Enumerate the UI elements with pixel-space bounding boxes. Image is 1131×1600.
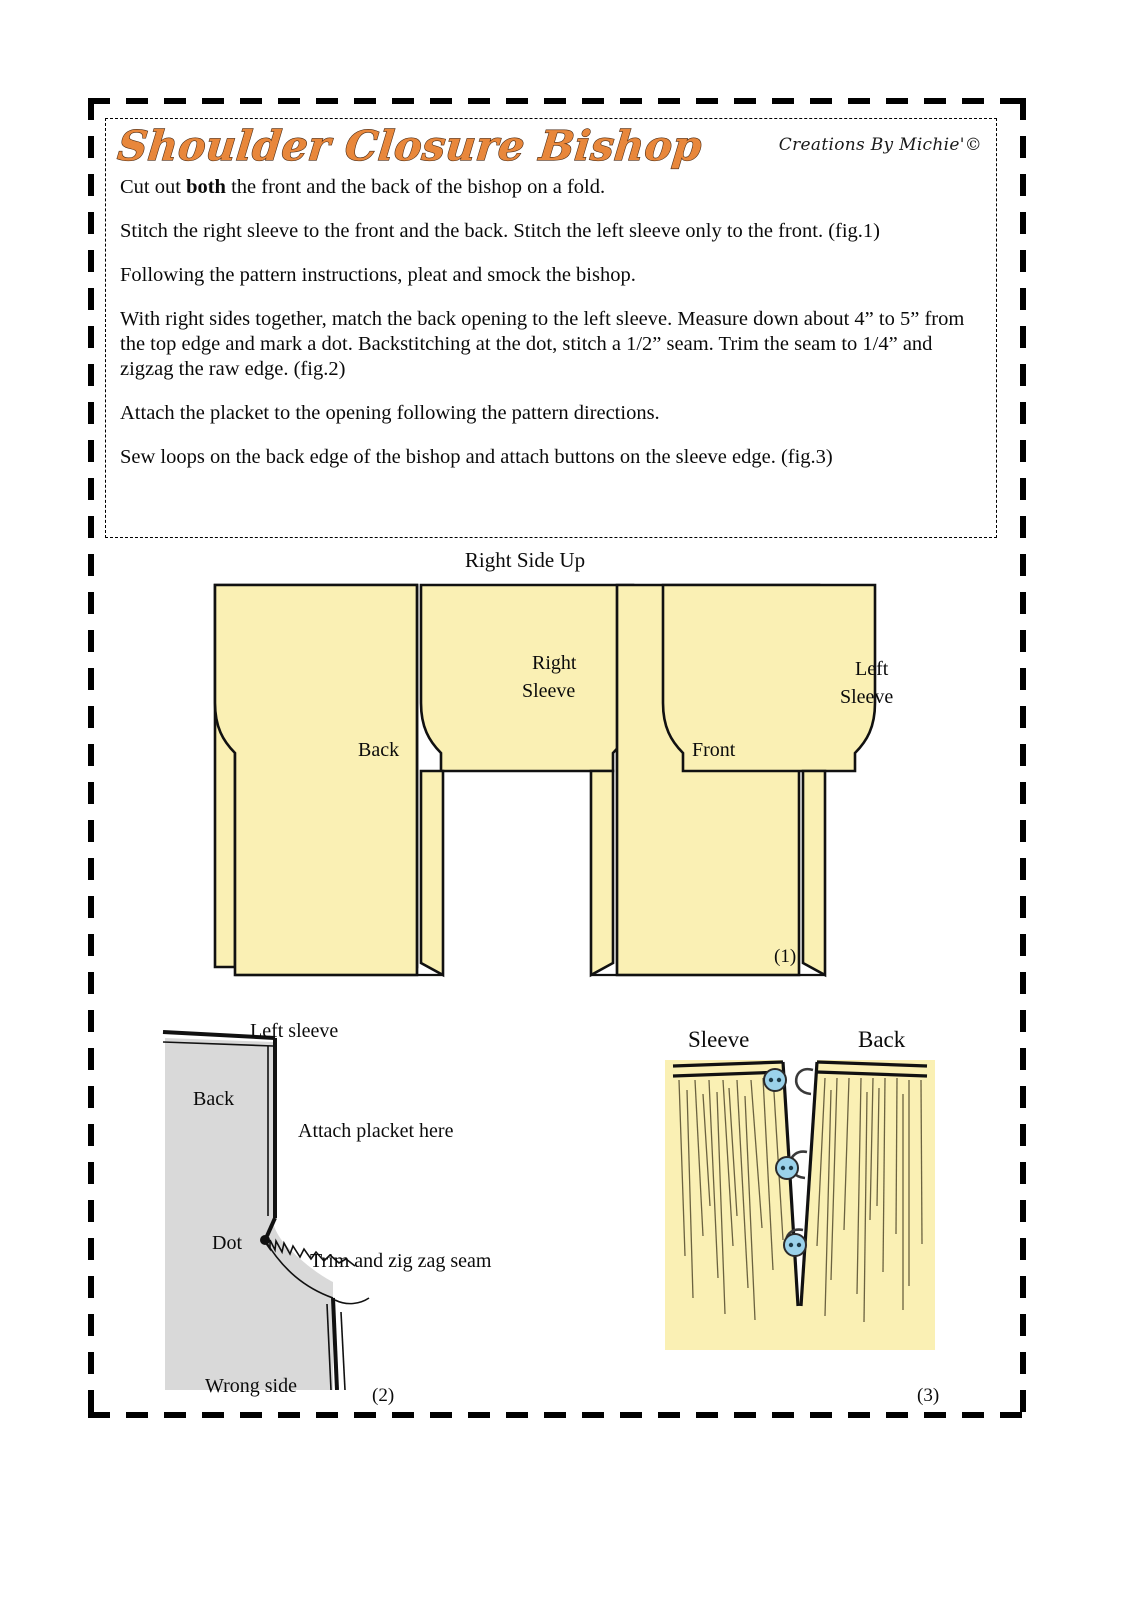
- fig1-label-right-sleeve-line1: Right: [532, 652, 577, 674]
- page-border-left: [88, 98, 94, 1418]
- fig2-wrong-side-fill: [165, 1038, 333, 1390]
- fig2-label-back: Back: [193, 1088, 235, 1110]
- fig1-label-left-sleeve-line2: Sleeve: [840, 686, 894, 708]
- instruction-step-1-part-a: Cut out: [120, 176, 187, 198]
- figures-area: [95, 540, 1045, 1420]
- instructions-panel: [105, 118, 997, 538]
- fig3-label-back: Back: [858, 1027, 906, 1052]
- fig1-number: (1): [774, 946, 797, 967]
- fig1-right-sleeve-seam-left: [421, 771, 443, 975]
- fig1-label-right-sleeve-line2: Sleeve: [522, 680, 576, 702]
- instruction-step-4: With right sides together, match the back opening to the left sleeve. Measure down about 4” to 5” from the top edge and mark a dot. Backstitching at the dot, stitch a 1/2” seam. Trim the seam to 1/4” and zigzag the raw edge. (fig.2): [120, 308, 965, 380]
- instruction-step-2: Stitch the right sleeve to the front and the back. Stitch the left sleeve only to the front. (fig.1): [120, 220, 881, 242]
- fig2-lower-seam-edge-inner2: [341, 1312, 345, 1390]
- instruction-step-1-emphasis: both: [186, 176, 226, 198]
- figure-1-pattern-layout: [205, 575, 885, 1005]
- fig1-left-sleeve-seam-left: [803, 771, 825, 975]
- credit-line: Creations By Michie'©: [778, 135, 982, 155]
- fig2-number: (2): [372, 1385, 395, 1406]
- fig1-right-sleeve: [421, 585, 633, 771]
- figure-3-closure-detail: [665, 1030, 935, 1350]
- fig1-right-sleeve-seam-right: [591, 771, 613, 975]
- fig2-label-left-sleeve: Left sleeve: [250, 1020, 339, 1042]
- fig2-label-dot: Dot: [212, 1232, 242, 1254]
- fig1-label-back: Back: [358, 739, 400, 761]
- title-row: [106, 119, 996, 175]
- right-side-up-label: Right Side Up: [464, 548, 586, 572]
- fig2-label-wrong-side: Wrong side: [205, 1375, 297, 1397]
- page-border-top: [88, 98, 1026, 104]
- fig2-label-trim-zigzag: Trim and zig zag seam: [310, 1250, 492, 1272]
- fig3-label-sleeve: Sleeve: [688, 1027, 750, 1052]
- instruction-step-1-part-b: the front and the back of the bishop on a fold.: [225, 176, 606, 198]
- fig1-label-left-sleeve-line1: Left: [855, 658, 889, 680]
- page-title: Shoulder Closure Bishop: [115, 122, 705, 170]
- fig3-button-1: [764, 1069, 786, 1091]
- fig2-lower-seam-edge: [333, 1298, 337, 1390]
- fig1-label-front: Front: [692, 739, 736, 761]
- instruction-step-6: Sew loops on the back edge of the bishop and attach buttons on the sleeve edge. (fig.3): [120, 446, 833, 468]
- instruction-step-1: [120, 175, 996, 200]
- fig3-number: (3): [917, 1385, 940, 1406]
- fig3-button-2: [776, 1157, 798, 1179]
- instruction-step-3: Following the pattern instructions, pleat and smock the bishop.: [120, 264, 636, 286]
- figure-2-seam-detail: [155, 1020, 485, 1390]
- fig3-button-3: [784, 1234, 806, 1256]
- instruction-step-5: Attach the placket to the opening following the pattern directions.: [120, 402, 660, 424]
- fig1-back-body: [215, 585, 417, 975]
- fig2-thread-tail: [335, 1298, 369, 1304]
- fig2-label-attach-placket: Attach placket here: [298, 1120, 454, 1142]
